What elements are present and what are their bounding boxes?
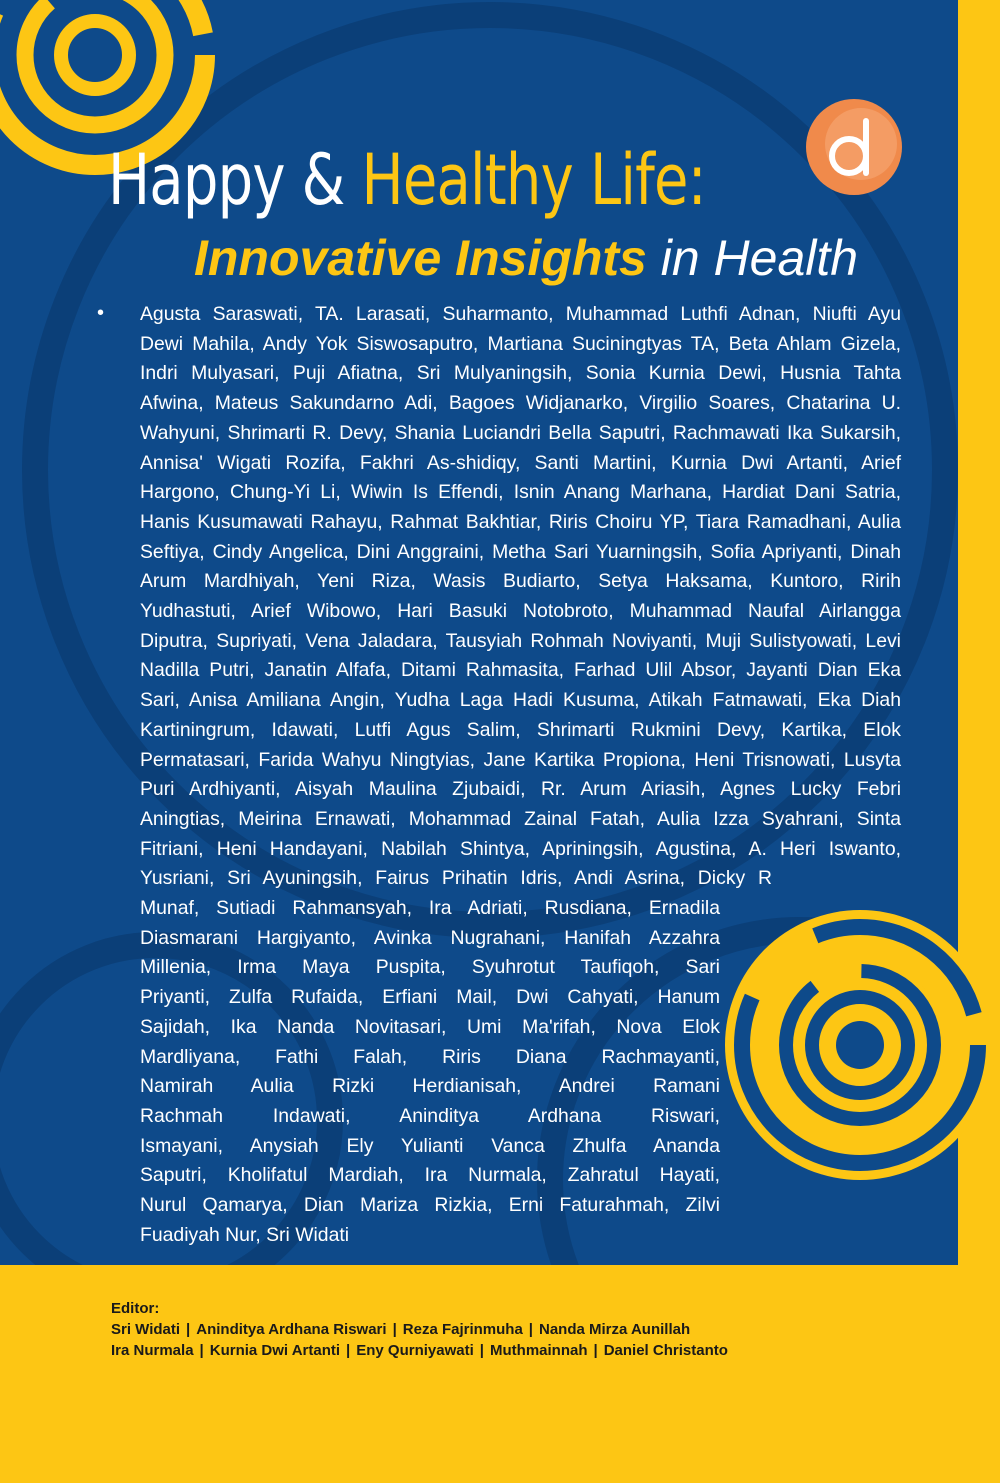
author-list — [140, 300, 901, 1251]
title-part-1: Happy & — [108, 139, 362, 221]
editor-name: Muthmainnah — [490, 1342, 588, 1359]
author-line: Permatasari, Farida Wahyu Ningtyias, Jane Kartika Propiona, Heni Trisnowati, Lusyta — [140, 748, 901, 771]
author-line: Diputra, Supriyati, Vena Jaladara, Tausyiah Rohmah Noviyanti, Muji Sulistyowati, Levi — [140, 629, 901, 652]
editor-separator: | — [392, 1321, 397, 1338]
author-line: Puri Ardhiyanti, Aisyah Maulina Zjubaidi, Rr. Arum Ariasih, Agnes Lucky Febri — [140, 778, 901, 801]
subtitle-part-2: in Health — [646, 230, 859, 286]
author-line: Dewi Mahila, Andy Yok Siswosaputro, Martiana Suciningtyas TA, Beta Ahlam Gizela, — [140, 332, 901, 355]
editor-name: Aninditya Ardhana Riswari — [196, 1321, 387, 1338]
author-line: Fuadiyah Nur, Sri Widati — [140, 1223, 350, 1246]
author-line: Hargono, Chung-Yi Li, Wiwin Is Effendi, Isnin Anang Marhana, Hardiat Dani Satria, — [140, 481, 901, 504]
editor-row-1 — [111, 1319, 728, 1340]
editor-name: Daniel Christanto — [603, 1342, 728, 1359]
author-line: Fitriani, Heni Handayani, Nabilah Shintya, Apriningsih, Agustina, A. Heri Iswanto, — [140, 837, 901, 860]
editor-name: Eny Qurniyawati — [356, 1342, 474, 1359]
editor-separator: | — [593, 1342, 598, 1359]
author-line: Seftiya, Cindy Angelica, Dini Anggraini, Metha Sari Yuarningsih, Sofia Apriyanti, Dinah — [140, 540, 901, 563]
author-line: Saputri, Kholifatul Mardiah, Ira Nurmala, Zahratul Hayati, — [140, 1164, 720, 1187]
editor-name: Kurnia Dwi Artanti — [209, 1342, 341, 1359]
author-line: Arum Mardhiyah, Yeni Riza, Wasis Budiarto, Setya Haksama, Kuntoro, Ririh — [140, 570, 901, 593]
editor-separator: | — [199, 1342, 204, 1359]
author-line: Millenia, Irma Maya Puspita, Syuhrotut Taufiqoh, Sari — [140, 956, 720, 979]
author-line: Yusriani, Sri Ayuningsih, Fairus Prihatin Idris, Andi Asrina, Dicky R — [140, 867, 772, 890]
book-title — [108, 135, 706, 225]
author-line: Wahyuni, Shrimarti R. Devy, Shania Luciandri Bella Saputri, Rachmawati Ika Sukarsih, — [140, 421, 901, 444]
author-line: Mardliyana, Fathi Falah, Riris Diana Rachmayanti, — [140, 1045, 720, 1068]
editor-label: Editor: — [111, 1300, 160, 1317]
publisher-logo-icon — [806, 99, 902, 195]
author-line: Aningtias, Meirina Ernawati, Mohammad Zainal Fatah, Aulia Izza Syahrani, Sinta — [140, 807, 901, 830]
author-line: Indri Mulyasari, Puji Afiatna, Sri Mulyaningsih, Sonia Kurnia Dewi, Husnia Tahta — [140, 362, 901, 385]
author-line: Priyanti, Zulfa Rufaida, Erfiani Mail, Dwi Cahyati, Hanum — [140, 986, 720, 1009]
editor-name: Ira Nurmala — [111, 1342, 194, 1359]
editor-separator: | — [528, 1321, 533, 1338]
author-line: Nurul Qamarya, Dian Mariza Rizkia, Erni Faturahmah, Zilvi — [140, 1194, 720, 1217]
editor-block — [111, 1298, 728, 1361]
author-line: Munaf, Sutiadi Rahmansyah, Ira Adriati, Rusdiana, Ernadila — [140, 897, 720, 920]
editor-row-2 — [111, 1340, 728, 1361]
author-line: Yudhastuti, Arief Wibowo, Hari Basuki Notobroto, Muhammad Naufal Airlangga — [140, 600, 901, 623]
book-subtitle — [194, 228, 858, 288]
author-line: Sajidah, Ika Nanda Novitasari, Umi Ma'rifah, Nova Elok — [140, 1015, 720, 1038]
author-line: Sari, Anisa Amiliana Angin, Yudha Laga Hadi Kusuma, Atikah Fatmawati, Eka Diah — [140, 689, 901, 712]
author-line: Ismayani, Anysiah Ely Yulianti Vanca Zhulfa Ananda — [140, 1134, 720, 1157]
editor-name: Sri Widati — [111, 1321, 181, 1338]
author-line: Annisa' Wigati Rozifa, Fakhri As-shidiqy, Santi Martini, Kurnia Dwi Artanti, Arief — [140, 451, 901, 474]
author-line: Nadilla Putri, Janatin Alfafa, Ditami Rahmasita, Farhad Ulil Absor, Jayanti Dian Eka — [140, 659, 901, 682]
editor-separator: | — [479, 1342, 484, 1359]
editor-separator: | — [186, 1321, 191, 1338]
author-line: Afwina, Mateus Sakundarno Adi, Bagoes Widjanarko, Virgilio Soares, Chatarina U. — [140, 392, 901, 415]
author-line: Diasmarani Hargiyanto, Avinka Nugrahani, Hanifah Azzahra — [140, 926, 720, 949]
author-line: Kartiningrum, Idawati, Lutfi Agus Salim, Shrimarti Rukmini Devy, Kartika, Elok — [140, 718, 901, 741]
editor-separator: | — [346, 1342, 351, 1359]
author-line: Hanis Kusumawati Rahayu, Rahmat Bakhtiar, Riris Choiru YP, Tiara Ramadhani, Aulia — [140, 510, 901, 533]
subtitle-part-1: Innovative Insights — [194, 230, 647, 286]
author-line: Rachmah Indawati, Aninditya Ardhana Riswari, — [140, 1104, 720, 1127]
author-line: Agusta Saraswati, TA. Larasati, Suharmanto, Muhammad Luthfi Adnan, Niufti Ayu — [140, 303, 901, 325]
title-part-2: Healthy Life: — [361, 139, 706, 221]
list-bullet: • — [97, 302, 105, 324]
editor-name: Reza Fajrinmuha — [402, 1321, 523, 1338]
editor-name: Nanda Mirza Aunillah — [539, 1321, 691, 1338]
author-line: Namirah Aulia Rizki Herdianisah, Andrei Ramani — [140, 1075, 720, 1098]
